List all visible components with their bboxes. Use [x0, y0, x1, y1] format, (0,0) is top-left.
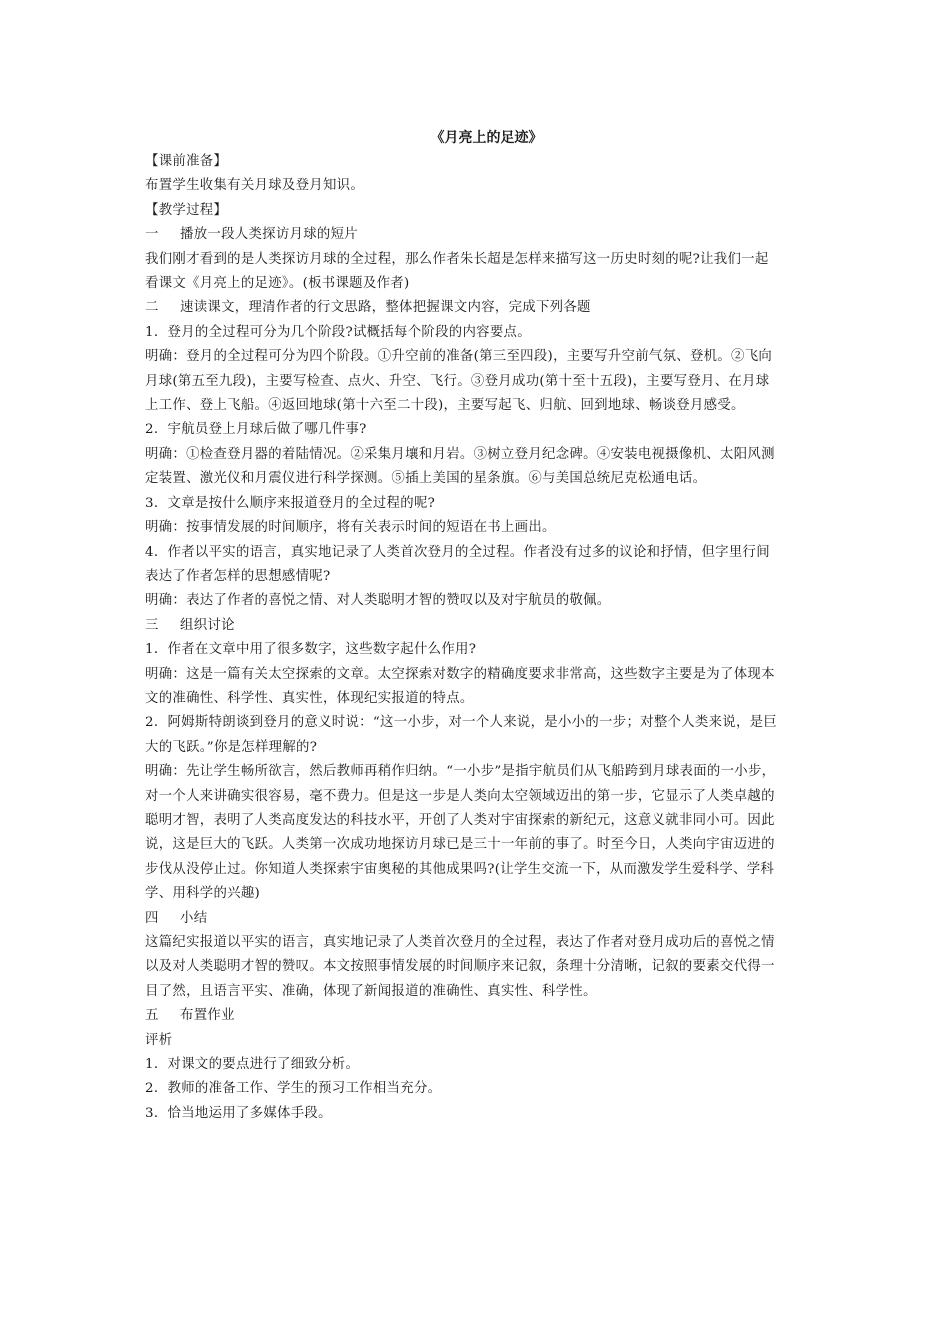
section-5	[145, 1004, 810, 1028]
answer-line: 明确：先让学生畅所欲言，然后教师再稍作归纳。“一小步”是指宇航员们从飞船跨到月球表面的一小步，	[145, 764, 776, 780]
answer-line: 明确：表达了作者的喜悦之情、对人类聪明才智的赞叹以及对宇航员的敬佩。	[145, 593, 611, 609]
answer-line: 明确：按事情发展的时间顺序，将有关表示时间的短语在书上画出。	[145, 520, 556, 536]
summary-line: 以及对人类聪明才智的赞叹。本文按照事情发展的时间顺序来记叙，条理十分清晰，记叙的要素交代得一	[145, 959, 775, 975]
review-heading: 评析	[145, 1032, 173, 1048]
section-text: 小结	[180, 910, 208, 926]
question-2: 2．宇航员登上月球后做了哪几件事?	[145, 422, 367, 438]
paragraph-line: 看课文《月亮上的足迹》。(板书课题及作者)	[145, 276, 410, 292]
answer-line: 月球(第五至九段)，主要写检查、点火、升空、飞行。③登月成功(第十至十五段)，主要写登月、在月球	[145, 373, 770, 389]
answer-line: 对一个人来讲确实很容易，毫不费力。但是这一步是人类向太空领域迈出的第一步，它显示了人类卓越的	[145, 788, 775, 804]
summary-line: 目了然，且语言平实、准确，体现了新闻报道的准确性、真实性、科学性。	[145, 983, 597, 999]
section-number: 二	[145, 300, 159, 316]
section-text: 组织讨论	[180, 617, 235, 633]
answer-line: 文的准确性、科学性、真实性，体现纪实报道的特点。	[145, 690, 474, 706]
answer-line: 说，这是巨大的飞跃。人类第一次成功地探访月球已是三十一年前的事了。时至今日，人类向宇宙迈进的	[145, 837, 775, 853]
preparation-text: 布置学生收集有关月球及登月知识。	[145, 178, 365, 194]
discussion-question-2: 2．阿姆斯特朗谈到登月的意义时说：“这一小步，对一个人来说，是小小的一步；对整个人类来说，是巨	[145, 715, 778, 731]
question-1: 1．登月的全过程可分为几个阶段?试概括每个阶段的内容要点。	[145, 324, 531, 340]
answer-line: 上工作、登上飞船。④返回地球(第十六至二十段)，主要写起飞、归航、回到地球、畅谈登月感受。	[145, 398, 745, 414]
heading-preparation: 【课前准备】	[145, 154, 228, 169]
section-4	[145, 907, 810, 931]
section-number: 三	[145, 617, 159, 633]
paragraph-line: 我们刚才看到的是人类探访月球的全过程，那么作者朱长超是怎样来描写这一历史时刻的呢?让我们一起	[145, 251, 769, 267]
section-3	[145, 614, 810, 638]
review-item: 2．教师的准备工作、学生的预习工作相当充分。	[145, 1081, 442, 1097]
section-number: 四	[145, 910, 159, 926]
section-text: 速读课文，理清作者的行文思路，整体把握课文内容，完成下列各题	[180, 300, 591, 316]
discussion-question-1: 1．作者在文章中用了很多数字，这些数字起什么作用?	[145, 642, 477, 658]
answer-line: 聪明才智，表明了人类高度发达的科技水平，开创了人类对宇宙探索的新纪元，这意义就非同小可。因此	[145, 812, 775, 828]
section-text: 布置作业	[180, 1008, 235, 1024]
section-1	[145, 223, 810, 247]
answer-line: 步伐从没停止过。你知道人类探索宇宙奥秘的其他成果吗?(让学生交流一下，从而激发学生爱科学、学科	[145, 861, 775, 877]
section-number: 一	[145, 227, 159, 243]
review-item: 1．对课文的要点进行了细致分析。	[145, 1057, 360, 1073]
answer-line: 明确：登月的全过程可分为四个阶段。①升空前的准备(第三至四段)，主要写升空前气氛、登机。②飞向	[145, 349, 773, 365]
document-page	[145, 126, 810, 1126]
document-title: 《月亮上的足迹》	[430, 130, 543, 146]
answer-line: 明确：这是一篇有关太空探索的文章。太空探索对数字的精确度要求非常高，这些数字主要是为了体现本	[145, 666, 775, 682]
answer-line: 学、用科学的兴趣)	[145, 886, 261, 902]
section-number: 五	[145, 1008, 159, 1024]
summary-line: 这篇纪实报道以平实的语言，真实地记录了人类首次登月的全过程，表达了作者对登月成功后的喜悦之情	[145, 935, 775, 950]
question-4: 4．作者以平实的语言，真实地记录了人类首次登月的全过程。作者没有过多的议论和抒情，但字里行间	[145, 544, 770, 560]
question-3: 3．文章是按什么顺序来报道登月的全过程的呢?	[145, 495, 436, 511]
answer-line: 定装置、激光仪和月震仪进行科学探测。⑤插上美国的星条旗。⑥与美国总统尼克松通电话。	[145, 471, 707, 487]
discussion-question-2-cont: 大的飞跃。”你是怎样理解的?	[145, 739, 318, 755]
review-item: 3．恰当地运用了多媒体手段。	[145, 1105, 332, 1121]
heading-process: 【教学过程】	[145, 202, 228, 218]
section-text: 播放一段人类探访月球的短片	[180, 227, 358, 243]
section-2	[145, 296, 810, 320]
question-4-cont: 表达了作者怎样的思想感情呢?	[145, 568, 331, 584]
answer-line: 明确：①检查登月器的着陆情况。②采集月壤和月岩。③树立登月纪念碑。④安装电视摄像机、太阳风测	[145, 446, 775, 462]
